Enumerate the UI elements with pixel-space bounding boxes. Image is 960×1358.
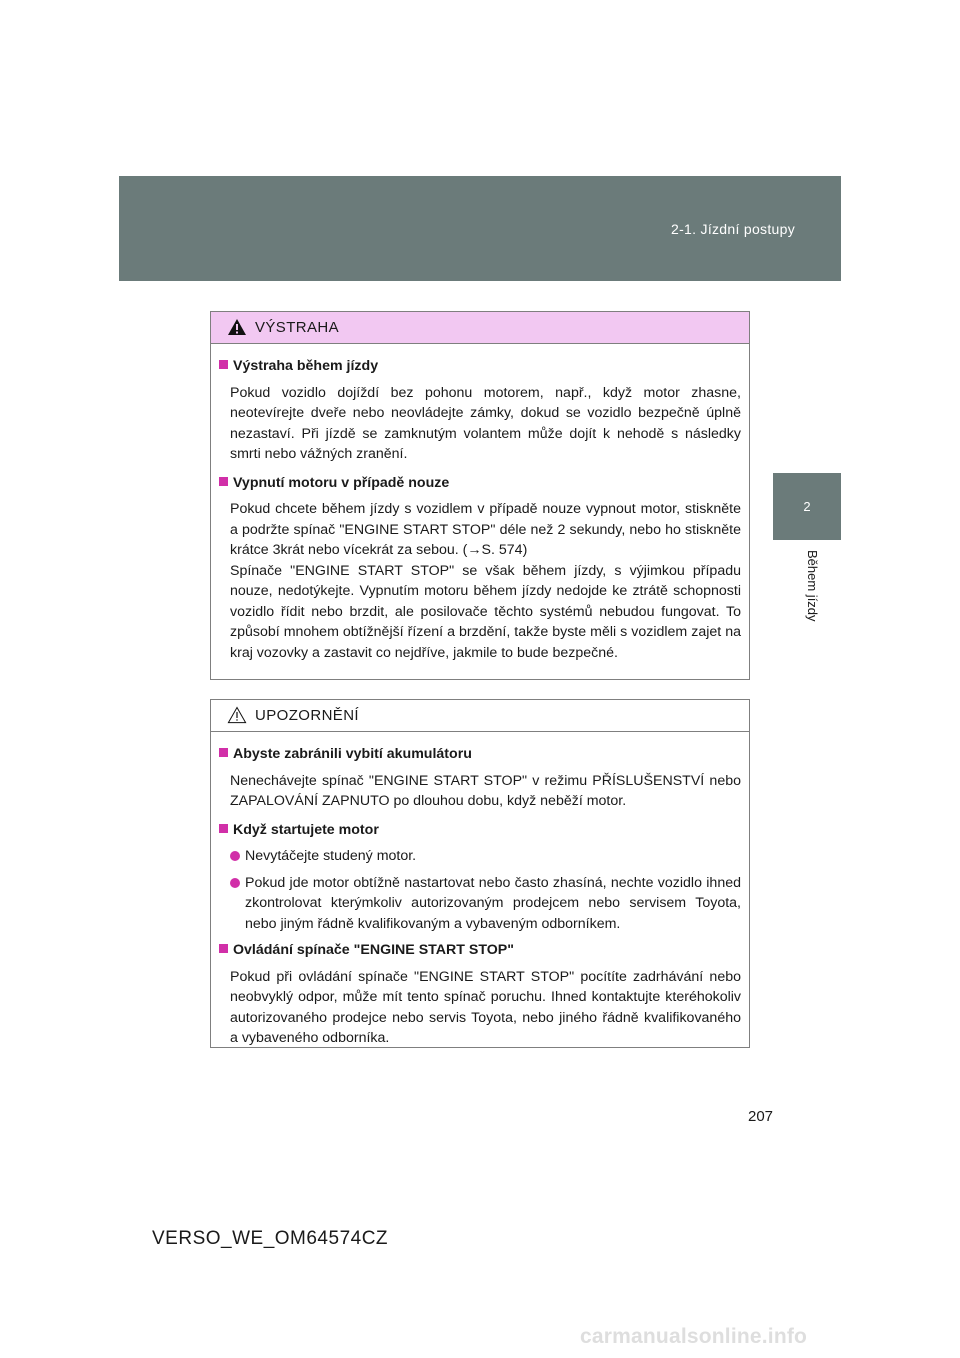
page-number: 207 [748,1108,774,1125]
warning-item-heading: Vypnutí motoru v případě nouze [219,473,741,494]
square-bullet-icon [219,360,228,369]
square-bullet-icon [219,748,228,757]
caution-triangle-icon [227,706,247,724]
warning-item-text: Pokud vozidlo dojíždí bez pohonu motorem, např., když motor zhasne, neotevírejte dveře nebo neovládejte zámky, dokud se vozidlo bezpečně úplně nezastaví. Při jízdě se zamknutým volantem může dojít k nehodě s následky smrti nebo vážných zranění. [230,384,741,462]
square-bullet-icon [219,824,228,833]
warning-item-text: Pokud chcete během jízdy s vozidlem v případě nouze vypnout motor, stiskněte a podržte spínač "ENGINE START STOP" déle než 2 sekundy, nebo ho stiskněte krátce 3krát nebo vícekrát za sebou. (→S. 574) [230,501,741,558]
caution-item-heading: Abyste zabránili vybití akumulátoru [219,744,741,765]
circle-bullet-icon [230,878,240,888]
list-item: Pokud jde motor obtížně nastartovat nebo často zhasíná, nechte vozidlo ihned zkontrolovat kterýmkoliv autorizovaným prodejcem nebo servisem Toyota, nebo jiným řádně kvalifikovaným a vybaveným odborníkem. [230,873,741,935]
document-code: VERSO_WE_OM64574CZ [152,1228,389,1249]
caution-item-text: Pokud při ovládání spínače "ENGINE START STOP" pocítíte zadrhávání nebo neobvyklý odpor, může mít tento spínač poruchu. Ihned kontaktujte kteréhokoliv autorizovaného prodejce nebo servis Toyota, nebo jiného řádně kvalifikovaného a vybaveného odborníka. [230,968,741,1046]
caution-header [211,700,749,732]
section-title: 2-1. Jízdní postupy [671,221,795,237]
warning-item-heading: Výstraha během jízdy [219,356,741,377]
caution-item-heading: Ovládání spínače "ENGINE START STOP" [219,940,741,961]
square-bullet-icon [219,477,228,486]
caution-item-text: Nenechávejte spínač "ENGINE START STOP" v režimu PŘÍSLUŠENSTVÍ nebo ZAPALOVÁNÍ ZAPNUTO po dlouhou dobu, když neběží motor. [230,772,741,809]
warning-box [210,311,750,680]
chapter-label: Během jízdy [805,550,820,622]
warning-item-text-continued: Spínače "ENGINE START STOP" se však během jízdy, s výjimkou případu nouze, nedotýkejte. Vypnutím motoru během jízdy nedojde ke ztrátě schopnosti vozidlo řídit nebo brzdit, ale posilovače těchto systémů nebudou fungovat. To způsobí mnohem obtížnější řízení a brzdění, takže byste měli s vozidlem zajet na kraj vozovky a zastavit co nejdříve, jakmile to bude bezpečné. [230,562,741,661]
warning-title: VÝSTRAHA [255,319,340,336]
warning-triangle-icon [227,318,247,336]
header-band [119,176,841,281]
caution-title: UPOZORNĚNÍ [255,707,360,724]
chapter-tab: 2 [773,473,841,540]
caution-item-heading: Když startujete motor [219,820,741,841]
circle-bullet-icon [230,851,240,861]
list-item: Nevytáčejte studený motor. [230,846,741,867]
warning-header [211,312,749,344]
caution-box [210,699,750,1048]
square-bullet-icon [219,944,228,953]
watermark: carmanualsonline.info [580,1325,808,1348]
